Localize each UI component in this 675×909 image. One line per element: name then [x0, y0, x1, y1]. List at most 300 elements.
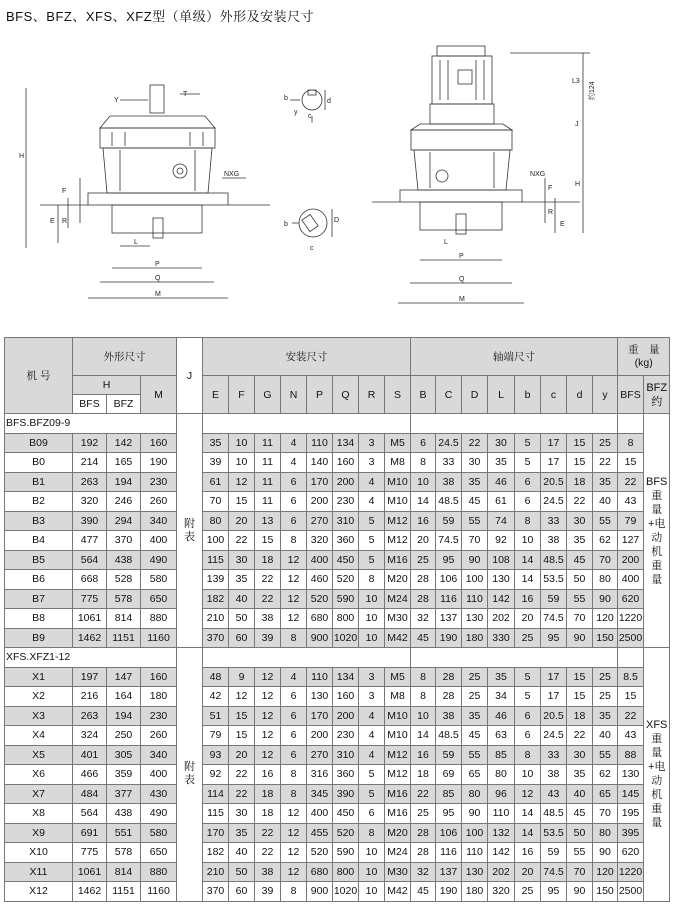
svg-text:R: R [62, 218, 68, 225]
svg-text:M: M [155, 291, 161, 298]
table-cell: 43 [618, 492, 644, 512]
machine-model: B5 [5, 550, 73, 570]
table-cell: 70 [567, 862, 593, 882]
machine-model: X1 [5, 667, 73, 687]
table-cell: 5 [515, 433, 541, 453]
table-cell: 35 [593, 706, 618, 726]
table-cell: 216 [73, 687, 107, 707]
table-cell: 65 [593, 784, 618, 804]
table-cell: 50 [567, 823, 593, 843]
table-cell: 18 [255, 550, 281, 570]
table-cell: 400 [618, 570, 644, 590]
table-cell: 3 [359, 453, 385, 473]
table-cell: 92 [203, 765, 229, 785]
table-cell: 108 [488, 550, 515, 570]
svg-text:F: F [62, 188, 67, 195]
machine-model: X11 [5, 862, 73, 882]
machine-model: X2 [5, 687, 73, 707]
svg-text:P: P [155, 261, 160, 268]
weight-note: BFS重量+电动机重量 [644, 414, 670, 648]
table-cell: 12 [281, 609, 307, 629]
table-cell: 1020 [333, 882, 359, 902]
table-cell: 22 [229, 765, 255, 785]
machine-model: X10 [5, 843, 73, 863]
weight-note: XFS重量+电动机重量 [644, 648, 670, 902]
table-cell: 40 [593, 726, 618, 746]
table-cell: 40 [567, 784, 593, 804]
table-cell: 1061 [73, 862, 107, 882]
table-cell: 1151 [107, 628, 141, 648]
table-cell: 6 [515, 726, 541, 746]
table-cell: 6 [515, 492, 541, 512]
table-cell: 1061 [73, 609, 107, 629]
table-cell: 8 [515, 745, 541, 765]
middle-labels [284, 95, 339, 252]
table-cell: M8 [385, 453, 411, 473]
header-M: M [141, 376, 177, 414]
table-cell: 230 [141, 472, 177, 492]
table-cell: 12 [255, 667, 281, 687]
table-cell: 59 [436, 745, 462, 765]
table-cell: 192 [73, 433, 107, 453]
table-cell: 53.5 [541, 823, 567, 843]
header-shaft: 轴端尺寸 [411, 338, 618, 376]
table-cell: 51 [203, 706, 229, 726]
table-cell: 96 [488, 784, 515, 804]
table-cell: M42 [385, 882, 411, 902]
table-cell: 8 [281, 765, 307, 785]
table-cell: 250 [107, 726, 141, 746]
table-cell: 200 [307, 492, 333, 512]
table-cell: 490 [141, 804, 177, 824]
table-cell: 142 [488, 843, 515, 863]
table-cell: 95 [436, 550, 462, 570]
table-cell: 15 [229, 726, 255, 746]
table-cell: 25 [411, 550, 436, 570]
table-cell: 230 [333, 492, 359, 512]
table-cell: 8 [411, 453, 436, 473]
table-cell: 14 [411, 492, 436, 512]
table-cell: 8 [359, 823, 385, 843]
table-cell: 134 [333, 667, 359, 687]
table-cell: 12 [515, 784, 541, 804]
table-cell: 88 [618, 745, 644, 765]
table-row [5, 570, 670, 590]
table-cell: M24 [385, 843, 411, 863]
table-cell: 202 [488, 862, 515, 882]
table-cell: 130 [307, 687, 333, 707]
table-cell: 150 [593, 628, 618, 648]
header-E: E [203, 376, 229, 414]
table-cell: 110 [307, 667, 333, 687]
table-cell: 528 [107, 570, 141, 590]
fubiao-note: 附 表 [177, 648, 203, 902]
table-cell: 190 [141, 453, 177, 473]
table-cell: 46 [488, 706, 515, 726]
table-cell: 55 [593, 511, 618, 531]
table-cell: 1462 [73, 882, 107, 902]
table-cell: 120 [593, 609, 618, 629]
machine-model: X4 [5, 726, 73, 746]
table-cell: 15 [229, 706, 255, 726]
table-cell: 10 [359, 862, 385, 882]
table-row [5, 843, 670, 863]
table-cell: 4 [359, 706, 385, 726]
table-cell: 22 [567, 726, 593, 746]
table-cell: 400 [141, 765, 177, 785]
table-cell: 80 [593, 823, 618, 843]
table-cell: 100 [462, 570, 488, 590]
table-cell: 80 [593, 570, 618, 590]
table-cell: 38 [255, 862, 281, 882]
table-cell: 438 [107, 550, 141, 570]
table-cell: 2500 [618, 882, 644, 902]
table-cell: 16 [411, 745, 436, 765]
table-cell: 22 [229, 531, 255, 551]
table-cell: 310 [333, 745, 359, 765]
table-cell: 520 [307, 843, 333, 863]
table-cell: 70 [203, 492, 229, 512]
table-cell: 578 [107, 843, 141, 863]
table-cell: 45 [462, 492, 488, 512]
table-cell: M30 [385, 609, 411, 629]
table-row [5, 784, 670, 804]
table-cell: 60 [229, 882, 255, 902]
table-row [5, 765, 670, 785]
table-row [5, 726, 670, 746]
table-cell: 90 [462, 804, 488, 824]
table-cell: 32 [411, 862, 436, 882]
header-c: c [541, 376, 567, 414]
table-cell: 90 [567, 628, 593, 648]
table-cell: M12 [385, 531, 411, 551]
table-cell: 775 [73, 843, 107, 863]
table-cell: 1151 [107, 882, 141, 902]
table-cell: 390 [333, 784, 359, 804]
table-cell: 400 [141, 531, 177, 551]
table-cell: 370 [107, 531, 141, 551]
table-cell: 22 [462, 433, 488, 453]
table-cell: 20 [411, 531, 436, 551]
table-cell: 450 [333, 804, 359, 824]
machine-model: B3 [5, 511, 73, 531]
table-cell: 160 [141, 667, 177, 687]
table-cell: 150 [593, 882, 618, 902]
table-cell: 9 [229, 667, 255, 687]
table-cell: 6 [515, 472, 541, 492]
table-cell: 25 [462, 687, 488, 707]
table-cell: 50 [229, 862, 255, 882]
table-cell: 6 [515, 706, 541, 726]
table-cell: 55 [567, 589, 593, 609]
table-cell: 25 [593, 687, 618, 707]
table-cell: 564 [73, 550, 107, 570]
table-cell: 8 [411, 687, 436, 707]
table-cell: 25 [515, 628, 541, 648]
table-cell: 25 [515, 882, 541, 902]
table-cell: 620 [618, 843, 644, 863]
table-cell: 12 [281, 570, 307, 590]
table-cell: 17 [541, 687, 567, 707]
table-row [5, 433, 670, 453]
page-title: BFS、BFZ、XFS、XFZ型（单级）外形及安装尺寸 [6, 9, 315, 24]
svg-text:H: H [575, 181, 581, 188]
table-cell: 85 [488, 745, 515, 765]
table-cell: 900 [307, 882, 333, 902]
table-cell: 214 [73, 453, 107, 473]
svg-text:R: R [548, 209, 554, 216]
table-cell: 20.5 [541, 472, 567, 492]
table-cell: 20 [229, 745, 255, 765]
table-cell: 62 [593, 531, 618, 551]
table-row [5, 687, 670, 707]
table-cell: 10 [411, 472, 436, 492]
table-cell: 74.5 [541, 862, 567, 882]
table-cell: 48.5 [541, 550, 567, 570]
table-cell: 310 [333, 511, 359, 531]
table-cell: 106 [436, 823, 462, 843]
section-name: XFS.XFZ1-12 [5, 648, 177, 668]
table-cell: 1462 [73, 628, 107, 648]
table-cell: 880 [141, 609, 177, 629]
table-cell: 115 [203, 550, 229, 570]
table-cell: 4 [359, 726, 385, 746]
table-cell: M24 [385, 589, 411, 609]
table-cell: 35 [229, 823, 255, 843]
table-cell: M16 [385, 550, 411, 570]
table-cell: M10 [385, 726, 411, 746]
table-cell: 8 [281, 882, 307, 902]
table-row [5, 550, 670, 570]
table-cell: 194 [107, 472, 141, 492]
table-cell: 160 [141, 433, 177, 453]
table-cell: 12 [281, 843, 307, 863]
table-cell: 320 [307, 531, 333, 551]
right-view [372, 46, 590, 303]
table-cell: 139 [203, 570, 229, 590]
table-cell: 110 [488, 804, 515, 824]
table-cell: 70 [593, 550, 618, 570]
table-cell: 14 [515, 550, 541, 570]
table-cell: 10 [359, 589, 385, 609]
table-cell: 53.5 [541, 570, 567, 590]
table-row [5, 453, 670, 473]
table-cell: 438 [107, 804, 141, 824]
table-cell: 25 [411, 804, 436, 824]
table-cell: 22 [593, 453, 618, 473]
svg-text:c: c [308, 113, 312, 120]
table-cell: 92 [488, 531, 515, 551]
table-cell: 38 [255, 609, 281, 629]
table-cell: M12 [385, 765, 411, 785]
table-cell: 40 [229, 843, 255, 863]
table-cell: 390 [73, 511, 107, 531]
table-cell: 10 [229, 453, 255, 473]
header-y: y [593, 376, 618, 414]
table-cell: 20 [515, 609, 541, 629]
table-cell: 15 [229, 492, 255, 512]
header-L: L [488, 376, 515, 414]
fubiao-note: 附 表 [177, 414, 203, 648]
svg-text:b: b [284, 221, 288, 228]
table-cell: 170 [307, 472, 333, 492]
table-cell: 127 [618, 531, 644, 551]
table-cell: 22 [229, 784, 255, 804]
table-cell: 377 [107, 784, 141, 804]
table-cell: 110 [307, 433, 333, 453]
table-cell: 48.5 [436, 726, 462, 746]
table-cell: 35 [488, 667, 515, 687]
table-cell: M10 [385, 492, 411, 512]
table-cell: 22 [618, 472, 644, 492]
table-cell: 4 [281, 667, 307, 687]
table-cell: 32 [411, 609, 436, 629]
table-cell: 5 [515, 667, 541, 687]
svg-text:H: H [19, 153, 25, 160]
table-cell: 6 [411, 433, 436, 453]
table-cell: 900 [307, 628, 333, 648]
table-row [5, 706, 670, 726]
table-cell: 28 [411, 570, 436, 590]
table-cell: 116 [436, 843, 462, 863]
table-cell: 12 [255, 687, 281, 707]
table-cell: 35 [203, 433, 229, 453]
table-cell: 8 [515, 511, 541, 531]
table-cell: 4 [359, 472, 385, 492]
table-cell: 22 [618, 706, 644, 726]
table-cell: 246 [107, 492, 141, 512]
table-cell: 3 [359, 667, 385, 687]
table-cell: 6 [281, 472, 307, 492]
table-cell: 80 [203, 511, 229, 531]
table-cell: M5 [385, 667, 411, 687]
table-cell: 320 [73, 492, 107, 512]
table-cell: 11 [255, 433, 281, 453]
table-cell: 25 [462, 667, 488, 687]
svg-text:D: D [334, 217, 340, 224]
table-cell: 2500 [618, 628, 644, 648]
table-cell: 14 [515, 570, 541, 590]
table-cell: 90 [593, 843, 618, 863]
table-cell: 450 [333, 550, 359, 570]
table-cell: 12 [281, 804, 307, 824]
table-cell: 24.5 [541, 492, 567, 512]
table-cell: 43 [618, 726, 644, 746]
table-cell: 10 [359, 609, 385, 629]
table-cell: 11 [255, 472, 281, 492]
table-cell: 14 [411, 726, 436, 746]
table-cell: 20 [229, 511, 255, 531]
table-cell: 35 [567, 765, 593, 785]
header-b: b [515, 376, 541, 414]
table-cell: 180 [141, 687, 177, 707]
table-cell: 800 [333, 862, 359, 882]
table-cell: 20.5 [541, 706, 567, 726]
table-cell: 28 [411, 823, 436, 843]
table-cell: 80 [488, 765, 515, 785]
machine-model: X7 [5, 784, 73, 804]
table-cell: 35 [462, 706, 488, 726]
section-row [5, 414, 670, 434]
table-cell: 6 [281, 745, 307, 765]
header-weight: 重 量 (kg) [618, 338, 670, 376]
svg-text:J: J [575, 121, 579, 128]
table-cell: 10 [515, 765, 541, 785]
table-cell: 460 [307, 570, 333, 590]
table-cell: 12 [255, 706, 281, 726]
table-cell: 100 [462, 823, 488, 843]
table-cell: 12 [229, 687, 255, 707]
table-cell: 35 [462, 472, 488, 492]
svg-text:NXG: NXG [224, 171, 240, 178]
table-cell: 90 [593, 589, 618, 609]
table-cell: 114 [203, 784, 229, 804]
section-name: BFS.BFZ09-9 [5, 414, 177, 434]
table-cell: 620 [618, 589, 644, 609]
machine-model: B4 [5, 531, 73, 551]
table-cell: 16 [411, 511, 436, 531]
table-cell: 360 [333, 531, 359, 551]
table-cell: 42 [203, 687, 229, 707]
table-cell: 95 [541, 882, 567, 902]
table-cell: 22 [567, 492, 593, 512]
table-cell: 22 [255, 843, 281, 863]
table-cell: 370 [203, 628, 229, 648]
table-cell: 38 [541, 531, 567, 551]
machine-model: X8 [5, 804, 73, 824]
table-cell: 40 [593, 492, 618, 512]
table-cell: 39 [203, 453, 229, 473]
table-cell: 180 [462, 882, 488, 902]
table-cell: 400 [307, 804, 333, 824]
svg-text:P: P [459, 253, 464, 260]
table-cell: 12 [281, 823, 307, 843]
table-row [5, 804, 670, 824]
table-cell: 4 [359, 745, 385, 765]
table-cell: 270 [307, 745, 333, 765]
table-cell: 4 [281, 453, 307, 473]
table-cell: 1160 [141, 628, 177, 648]
table-cell: 3 [359, 687, 385, 707]
table-cell: 16 [515, 843, 541, 863]
table-cell: 110 [462, 589, 488, 609]
table-cell: 5 [359, 531, 385, 551]
table-cell: 200 [333, 472, 359, 492]
table-cell: 5 [515, 687, 541, 707]
table-cell: 260 [141, 726, 177, 746]
table-cell: 1220 [618, 862, 644, 882]
table-cell: 6 [281, 687, 307, 707]
table-cell: 120 [593, 862, 618, 882]
table-cell: 110 [462, 843, 488, 863]
table-cell: 35 [593, 472, 618, 492]
table-cell: 18 [567, 472, 593, 492]
table-cell: 25 [593, 667, 618, 687]
table-cell: 6 [281, 706, 307, 726]
table-cell: 15 [618, 687, 644, 707]
table-cell: 466 [73, 765, 107, 785]
header-F: F [229, 376, 255, 414]
table-cell: 12 [281, 862, 307, 882]
table-cell: 15 [567, 433, 593, 453]
shaft-section-bottom [292, 209, 332, 237]
header-D: D [462, 376, 488, 414]
table-cell: 100 [203, 531, 229, 551]
table-row [5, 492, 670, 512]
table-cell: 35 [488, 453, 515, 473]
table-cell: 22 [255, 823, 281, 843]
table-cell: 50 [567, 570, 593, 590]
